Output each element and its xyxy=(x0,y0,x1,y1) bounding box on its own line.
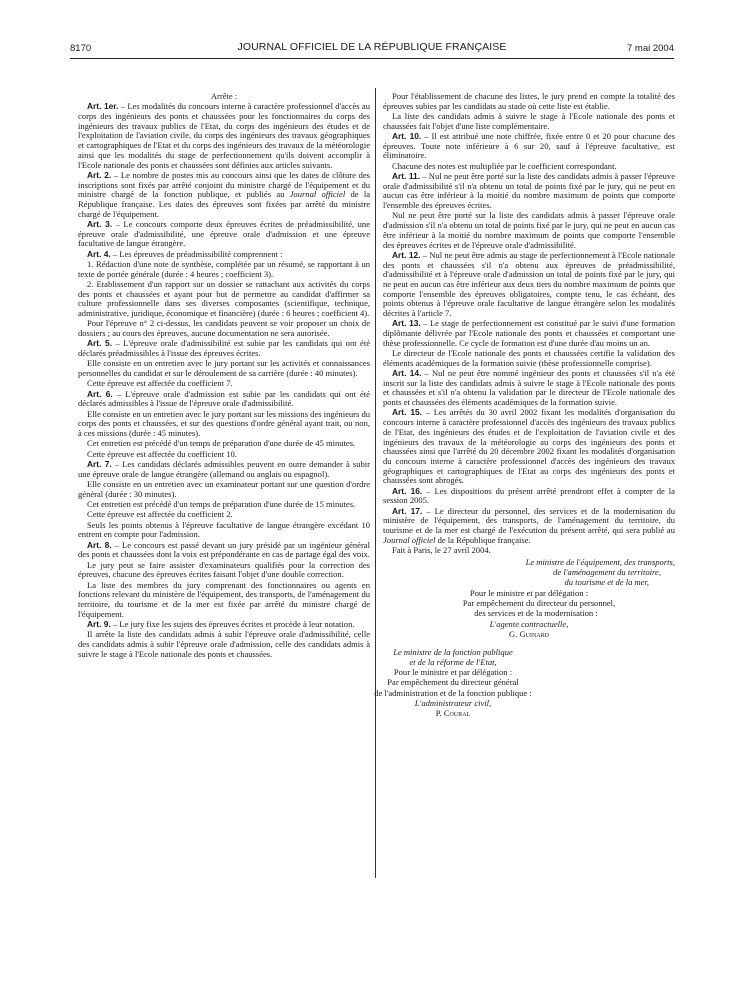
article-text: – Le stage de perfectionnement est constitué par le suivi d'une formation diplômante délivrée par l'Ecole nationale des ponts et chaussées et comportant une thèse professionnelle. Ce cycle de formation est d'une durée d'au moins un an. xyxy=(383,318,675,348)
article-text: – Nul ne peut être nommé ingénieur des ponts et chaussées s'il n'a été inscrit sur la liste des candidats admis à suivre le stage à l'Ecole nationale des ponts et chaussées et s'il n'a obtenu la validation par le directeur de l'Ecole nationale des ponts et chaussées des éléments académiques de la formation suivie. xyxy=(383,368,675,408)
article-3 xyxy=(78,220,370,249)
article-text: – Les arrêtés du 30 avril 2002 fixant les modalités d'organisation du concours interne à caractère professionnel d'accès des ingénieurs des travaux publics de l'Etat, des ingénieurs des études et de l'exploitation de l'aviation civile et des ingénieurs des travaux de la météorologie au corps des ingénieurs des ponts et chaussées ainsi que l'arrêté du 20 décembre 2002 fixant les modalités d'organisation du concours interne à caractère professionnel d'accès des ingénieurs des travaux géographiques et cartographiques de l'Etat au corps des ingénieurs des ponts et chaussées sont abrogés. xyxy=(383,407,675,486)
article-1 xyxy=(78,102,370,170)
page-header xyxy=(70,41,674,57)
paragraph: Cette épreuve est affectée du coefficient 7. xyxy=(87,378,233,389)
paragraph: Pour l'établissement de chacune des listes, le jury prend en compte la totalité des épreuves subies par les candidats au stade où cette liste est établie. xyxy=(383,91,675,111)
signatory-name: P. Coural xyxy=(435,708,471,719)
article-label: Art. 10. xyxy=(392,131,422,141)
article-11 xyxy=(383,172,675,211)
signatory-title: de l'aménagement du territoire, xyxy=(553,567,661,578)
article-label: Art. 8. xyxy=(87,539,112,550)
article-label: Art. 5. xyxy=(87,338,113,349)
article-text: – Il est attribué une note chiffrée, fixée entre 0 et 20 pour chacune des épreuves. Toute note inférieure à 6 sur 20, sauf à l'épreuve facultative, est éliminatoire. xyxy=(383,131,675,161)
article-6 xyxy=(78,390,370,409)
article-17 xyxy=(383,507,675,546)
right-column xyxy=(374,91,676,720)
article-text: – Les dispositions du présent arrêté prendront effet à compter de la session 2005. xyxy=(383,485,675,506)
signature-block-2 xyxy=(303,648,603,719)
article-text: – Le directeur du personnel, des services et de la modernisation du ministère de l'équipement, des transports, de l'aménagement du territoire, du tourisme et de la mer est chargé de l'exécution du présent arrêté, qui sera publié au xyxy=(383,505,675,536)
delegation-line: des services et de la modernisation : xyxy=(474,608,598,619)
arrete-heading: Arrête : xyxy=(210,91,238,101)
issue-date: 7 mai 2004 xyxy=(626,43,674,54)
article-label: Art. 11. xyxy=(392,171,421,181)
paragraph: Elle consiste en un entretien avec le jury portant sur les activités et connaissances personnelles du candidat et sur le déroulement de sa carrière (durée : 40 minutes). xyxy=(78,358,370,379)
article-15 xyxy=(383,408,675,486)
paragraph: Chacune des notes est multipliée par le coefficient correspondant. xyxy=(392,160,617,171)
article-text: – Les candidats déclarés admissibles peuvent en outre demander à subir une épreuve orale de langue étrangère (allemand ou anglais ou espagnol). xyxy=(78,458,370,479)
article-text: – Nul ne peut être porté sur la liste des candidats admis à passer l'épreuve orale d'admissibilité s'il n'a obtenu un total de points fixé par le jury, qui ne peut en aucun cas être inférieur à la moitié du nombre maximum de points que comporte l'ensemble des épreuves écrites. xyxy=(383,171,675,211)
article-text: – Nul ne peut être admis au stage de perfectionnement à l'Ecole nationale des ponts et chaussées s'il n'a obtenu aux épreuves de préadmissibilité, d'admissibilité et à l'épreuve orale d'admission un total de points fixé par le jury, qui ne peut en aucun cas être inférieur aux deux tiers du nombre maximum de points que comporte l'ensemble des épreuves obligatoires, compte tenu, le cas échéant, des points obtenus à l'épreuve orale facultative de langue étrangère selon les modalités décrites à l'article 7. xyxy=(383,249,676,319)
signatory-title: Le ministre de l'équipement, des transports, xyxy=(525,556,675,567)
delegation-line: Par empêchement du directeur général xyxy=(387,677,519,688)
column-divider xyxy=(375,88,376,878)
article-label: Art. 1er. xyxy=(87,101,119,112)
paragraph: Le directeur de l'Ecole nationale des ponts et chaussées certifie la validation des éléments académiques de la formation suivie (thèse professionnelle comprise). xyxy=(383,348,675,368)
article-label: Art. 12. xyxy=(392,249,421,260)
article-8 xyxy=(78,541,370,560)
paragraph: Pour l'épreuve n° 2 ci-dessus, les candidats peuvent se voir proposer un choix de dossiers ; au cours des épreuves, aucune documentation ne sera autorisée. xyxy=(78,318,370,339)
article-label: Art. 9. xyxy=(87,618,111,629)
article-label: Art. 7. xyxy=(87,458,112,469)
article-text: – Les modalités du concours interne à caractère professionnel d'accès au corps des ingénieurs des ponts et chaussées pour les fonctionnaires du corps des ingénieurs des travaux publics de l'Etat, du corps des ingénieurs des études et de l'exploitation de l'aviation civile, du corps des ingénieurs des travaux géographiques et cartographiques de l'Etat et du corps des ingénieurs des travaux de la météorologie ainsi que les modalités du stage de perfectionnement qu'ils doivent accomplir à l'Ecole nationale des ponts et chaussées sont définies aux articles suivants. xyxy=(78,101,370,170)
article-text: – L'épreuve orale d'admissibilité est subie par les candidats qui ont été déclarés préadmissibles à l'issue des épreuves écrites. xyxy=(78,338,370,359)
signature-block-1 xyxy=(383,558,675,640)
article-12 xyxy=(383,251,675,319)
article-label: Art. 13. xyxy=(392,318,421,329)
paragraph: Elle consiste en un entretien avec le jury portant sur les missions des ingénieurs du corps des ponts et chaussées, et sur des questions d'ordre général ayant trait, ou non, à ces missions (durée : 45 minutes). xyxy=(78,408,370,439)
signatory-role: L'agente contractuelle, xyxy=(489,618,569,629)
paragraph: Nul ne peut être porté sur la liste des candidats admis à passer l'épreuve orale d'admission s'il n'a obtenu un total de points fixé par le jury, qui ne peut en aucun cas être inférieur à la moitié du nombre maximum de points que comporte l'ensemble des épreuves écrites et de l'épreuve orale d'admissibilité. xyxy=(383,210,675,250)
article-9 xyxy=(78,620,370,630)
article-text: – Le concours comporte deux épreuves écrites de préadmissibilité, une épreuve orale d'admissibilité, une épreuve orale d'admission et une épreuve facultative de langue étrangère. xyxy=(78,218,370,249)
article-text: – Le jury fixe les sujets des épreuves écrites et procède à leur notation. xyxy=(110,618,355,629)
paragraph: 2. Etablissement d'un rapport sur un dossier se rattachant aux activités du corps des ponts et chaussées et ayant pour but de permettre au candidat d'affirmer sa culture professionnelle dans ses diverses composantes (scientifique, technique, administrative, juridique, économique et financière) (durée : 6 heures ; coefficient 4). xyxy=(78,278,370,319)
paragraph: Cet entretien est précédé d'un temps de préparation d'une durée de 15 minutes. xyxy=(87,498,356,509)
left-column xyxy=(78,92,370,660)
paragraph: Cette épreuve est affectée du coefficient 10. xyxy=(87,448,237,459)
article-text: de la République française. xyxy=(435,534,531,545)
article-label: Art. 4. xyxy=(87,248,111,259)
article-4 xyxy=(78,250,370,260)
page-number: 8170 xyxy=(70,43,92,54)
journal-title: JOURNAL OFFICIEL DE LA RÉPUBLIQUE FRANÇAISE xyxy=(237,41,507,53)
header-rule xyxy=(70,58,674,59)
place-date: Fait à Paris, le 27 avril 2004. xyxy=(392,545,491,556)
delegation-line: de l'administration et de la fonction publique : xyxy=(374,687,532,698)
article-13 xyxy=(383,319,675,348)
signatory-title: Le ministre de la fonction publique xyxy=(393,646,513,657)
article-text: – L'épreuve orale d'admission est subie par les candidats qui ont été déclarés admissibles à l'issue de l'épreuve orale d'admissibilité. xyxy=(78,388,370,409)
delegation-line: Par empêchement du directeur du personnel, xyxy=(462,597,616,608)
article-label: Art. 6. xyxy=(87,388,113,399)
paragraph: Cette épreuve est affectée du coefficient 2. xyxy=(87,509,233,520)
paragraph: Le jury peut se faire assister d'examinateurs qualifiés pour la correction des épreuves, chacune des épreuves écrites faisant l'objet d'une double correction. xyxy=(78,559,370,580)
article-10 xyxy=(383,132,675,161)
article-text: de la République française. Les dates des épreuves sont fixées par arrêté du ministre chargé de l'équipement. xyxy=(78,189,370,219)
article-label: Art. 15. xyxy=(392,407,422,418)
paragraph: 1. Rédaction d'une note de synthèse, complétée par un résumé, se rapportant à un texte de portée générale (durée : 4 heures ; coefficient 3). xyxy=(78,258,370,279)
delegation-line: Pour le ministre et par délégation : xyxy=(393,667,513,678)
signatory-role: L'administrateur civil, xyxy=(414,698,492,709)
article-14 xyxy=(383,369,675,408)
paragraph: Cet entretien est précédé d'un temps de préparation d'une durée de 45 minutes. xyxy=(87,438,356,449)
article-16 xyxy=(383,487,675,506)
article-label: Art. 2. xyxy=(87,169,112,180)
article-label: Art. 3. xyxy=(87,218,113,229)
signatory-title: et de la réforme de l'Etat, xyxy=(409,656,497,667)
article-2 xyxy=(78,171,370,220)
article-text: – Le nombre de postes mis au concours ainsi que les dates de clôture des inscriptions sont fixés par arrêté conjoint du ministre chargé de l'équipement et du ministre chargé de la fonction publique, et publiés au xyxy=(78,169,370,200)
article-5 xyxy=(78,339,370,358)
article-label: Art. 16. xyxy=(392,485,423,496)
article-text: – Le concours est passé devant un jury présidé par un ingénieur général des ponts et chaussées dont la voix est prépondérante en cas de partage égal des voix. xyxy=(78,539,370,560)
paragraph: Il arrête la liste des candidats admis à subir l'épreuve orale d'admissibilité, celle des candidats admis à subir l'épreuve orale d'admission, celle des candidats admis à suivre le stage à l'Ecole nationale des ponts et chaussées. xyxy=(78,629,370,659)
article-label: Art. 17. xyxy=(392,505,423,516)
journal-officiel-ref: Journal officiel xyxy=(289,189,346,200)
paragraph: Elle consiste en un entretien avec un examinateur portant sur une question d'ordre général (durée : 30 minutes). xyxy=(78,478,370,499)
paragraph: La liste des membres du jury comprenant des fonctionnaires ou agents en fonctions relevant du ministère de l'équipement, des transports, de l'aménagement du territoire, du tourisme et de la mer est fixée par arrêté du ministre chargé de l'équipement. xyxy=(78,579,370,619)
signatory-name: G. Guinard xyxy=(509,628,549,639)
article-label: Art. 14. xyxy=(392,368,422,379)
delegation-line: Pour le ministre et par délégation : xyxy=(469,587,589,598)
paragraph: Seuls les points obtenus à l'épreuve facultative de langue étrangère excédant 10 entrent en compte pour l'admission. xyxy=(78,519,370,540)
signatory-title: du tourisme et de la mer, xyxy=(564,577,649,588)
article-7 xyxy=(78,460,370,479)
paragraph: La liste des candidats admis à suivre le stage à l'Ecole nationale des ponts et chaussées fait l'objet d'une liste complémentaire. xyxy=(383,111,675,131)
journal-officiel-ref: Journal officiel xyxy=(383,534,436,545)
article-text: – Les épreuves de préadmissibilité comprennent : xyxy=(110,248,283,259)
